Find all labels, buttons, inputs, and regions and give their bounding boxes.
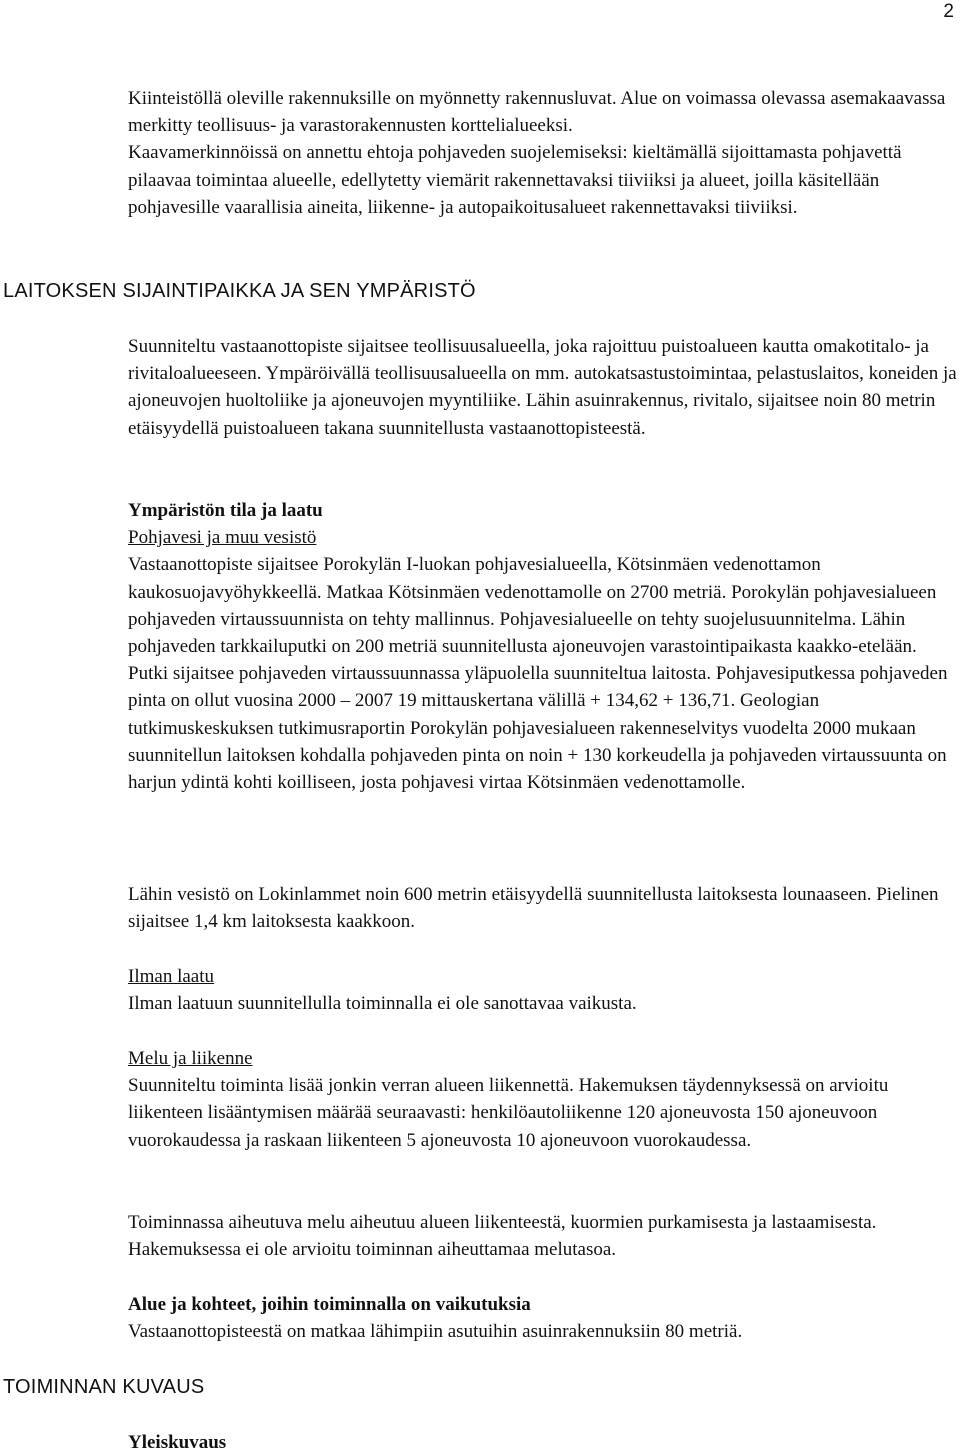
water-body-paragraph: Lähin vesistö on Lokinlammet noin 600 metrin etäisyydellä suunnitellusta laitoksesta lounaaseen. Pielinen sijaitsee 1,4 km laitoksesta kaakkoon. bbox=[128, 884, 939, 933]
impact-section bbox=[128, 1291, 958, 1345]
impact-heading: Alue ja kohteet, joihin toiminnalla on vaikutuksia bbox=[128, 1294, 531, 1315]
intro-section bbox=[128, 85, 958, 221]
location-heading: LAITOKSEN SIJAINTIPAIKKA JA SEN YMPÄRISTÖ bbox=[3, 280, 476, 302]
air-quality-heading: Ilman laatu bbox=[128, 966, 214, 987]
location-section bbox=[128, 333, 958, 442]
groundwater-paragraph: Vastaanottopiste sijaitsee Porokylän I-luokan pohjavesialueella, Kötsinmäen vedenottamon kaukosuojavyöhykkeellä. Matkaa Kötsinmäen vedenottamolle on 2700 metriä. Porokylän pohjavesialueen pohjaveden virtaussuunnista on tehty mallinnus. Pohjavesialueelle on tehty suojelusuunnitelma. Lähin pohjaveden tarkkailuputki on 200 metriä suunnitellusta ajoneuvojen varastointipaikasta kaakko-etelään. Putki sijaitsee pohjaveden virtaussuunnassa yläpuolella suunniteltua laitosta. Pohjavesiputkessa pohjaveden pinta on ollut vuosina 2000 – 2007 19 mittauskertana välillä + 134,62 + 136,71. Geologian tutkimuskeskuksen tutkimusraportin Porokylän pohjavesialueen rakenneselvitys vuodelta 2000 mukaan suunnitellun laitoksen kohdalla pohjaveden pinta on noin + 130 korkeudella ja pohjaveden virtaussuunta on harjun ydintä kohti koilliseen, josta pohjavesi virtaa Kötsinmäen vedenottamolle. bbox=[128, 554, 948, 794]
operation-heading: TOIMINNAN KUVAUS bbox=[3, 1376, 205, 1398]
air-quality-paragraph: Ilman laatuun suunnitellulla toiminnalla ei ole sanottavaa vaikusta. bbox=[128, 993, 637, 1015]
noise-source-paragraph: Toiminnassa aiheutuva melu aiheutuu alueen liikenteestä, kuormien purkamisesta ja lastaamisesta. Hakemuksessa ei ole arvioitu toiminnan aiheuttamaa melutasoa. bbox=[128, 1212, 877, 1261]
environment-heading: Ympäristön tila ja laatu bbox=[128, 500, 323, 521]
intro-paragraph-1: Kiinteistöllä oleville rakennuksille on myönnetty rakennusluvat. Alue on voimassa olevassa asemakaavassa merkitty teollisuus- ja varastorakennusten korttelialueeksi. bbox=[128, 88, 946, 137]
noise-traffic-heading: Melu ja liikenne bbox=[128, 1048, 253, 1069]
water-body-section bbox=[128, 881, 958, 935]
environment-section bbox=[128, 497, 958, 796]
page-number: 2 bbox=[943, 1, 954, 22]
impact-paragraph: Vastaanottopisteestä on matkaa lähimpiin asutuihin asuinrakennuksiin 80 metriä. bbox=[128, 1321, 743, 1343]
groundwater-heading: Pohjavesi ja muu vesistö bbox=[128, 527, 317, 549]
intro-paragraph-2: Kaavamerkinnöissä on annettu ehtoja pohjaveden suojelemiseksi: kieltämällä sijoittamasta pohjavettä pilaavaa toimintaa alueelle, edellytetty viemärit rakennettavaksi tiiviiksi ja alueet, joilla käsitellään pohjavesille vaarallisia aineita, liikenne- ja autopaikoitusalueet rakennettavaksi tiiviiksi. bbox=[128, 142, 902, 218]
noise-source-section bbox=[128, 1209, 958, 1263]
location-paragraph: Suunniteltu vastaanottopiste sijaitsee teollisuusalueella, joka rajoittuu puistoalueen kautta omakotitalo- ja rivitaloalueeseen. Ympäröivällä teollisuusalueella on mm. autokatsastustoimintaa, pelastuslaitos, koneiden ja ajoneuvojen huoltoliike ja ajoneuvojen myyntiliike. Lähin asuinrakennus, rivitalo, sijaitsee noin 80 metrin etäisyydellä puistoalueen takana suunnitellusta vastaanottopisteestä. bbox=[128, 336, 957, 439]
noise-traffic-section bbox=[128, 1045, 958, 1154]
general-heading: Yleiskuvaus bbox=[128, 1432, 227, 1453]
general-section bbox=[128, 1429, 958, 1456]
noise-traffic-paragraph: Suunniteltu toiminta lisää jonkin verran alueen liikennettä. Hakemuksen täydennyksessä on arvioitu liikenteen lisääntymisen määrää seuraavasti: henkilöautoliikenne 120 ajoneuvosta 150 ajoneuvoon vuorokaudessa ja raskaan liikenteen 5 ajoneuvosta 10 ajoneuvoon vuorokaudessa. bbox=[128, 1075, 889, 1151]
air-quality-section bbox=[128, 963, 958, 1017]
